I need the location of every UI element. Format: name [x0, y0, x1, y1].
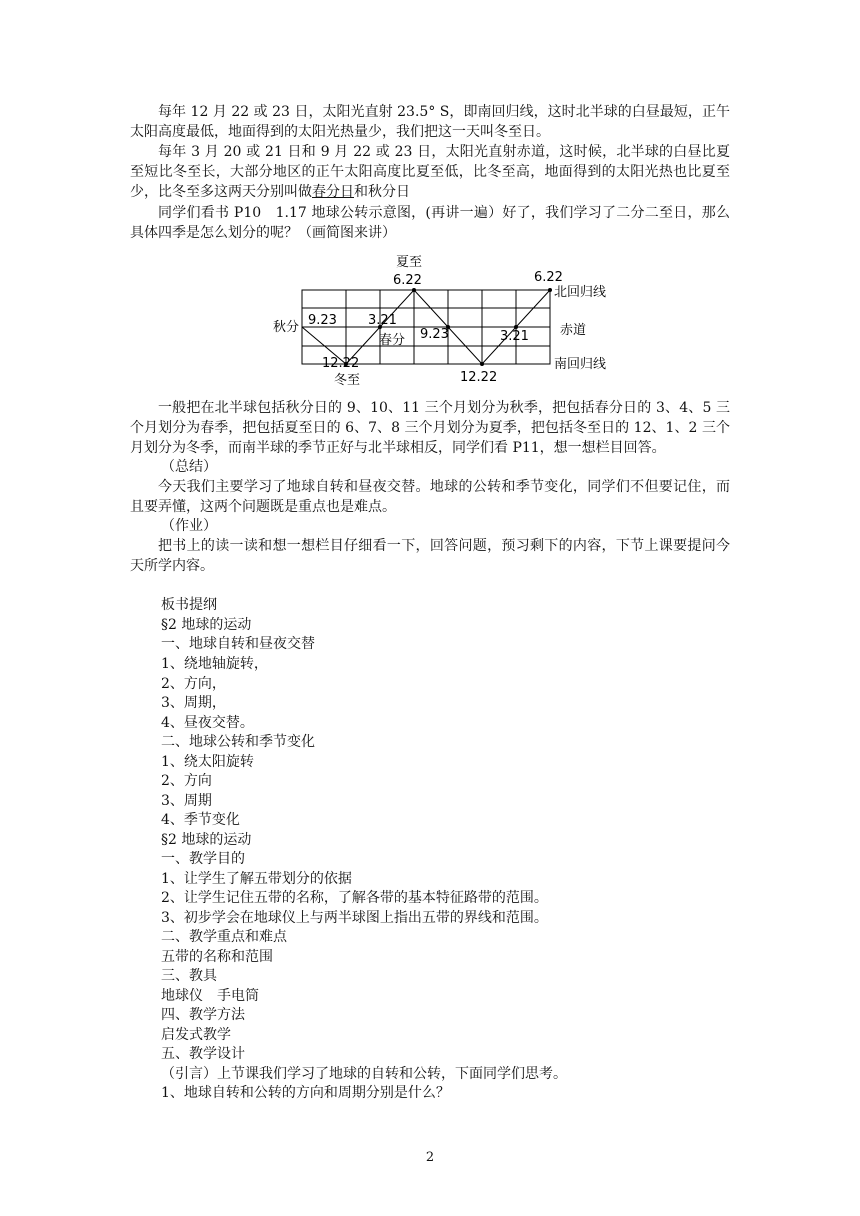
outline-line: 4、昼夜交替。	[161, 715, 254, 731]
label-tropic-of-cancer: 北回归线	[554, 285, 607, 300]
outline-line: 五、教学设计	[161, 1046, 245, 1062]
outline-line: 板书提纲	[161, 597, 217, 613]
outline-line: 二、教学重点和难点	[161, 929, 287, 945]
outline-line: 3、周期	[161, 793, 212, 809]
label-autumn-equinox: 秋分	[273, 320, 300, 335]
outline-line: 2、方向	[161, 773, 212, 789]
paragraph-winter-solstice: 每年 12 月 22 或 23 日，太阳光直射 23.5° S，即南回归线，这时北半球的白昼最短，正午太阳高度最低，地面得到的太阳光热量少，我们把这一天叫冬至日。	[130, 104, 730, 140]
paragraph-seasons: 一般把在北半球包括秋分日的 9、10、11 三个月划分为秋季，把包括春分日的 3、4、5 三个月划分为春季，把包括夏至日的 6、7、8 三个月划分为夏季，把包括冬至日的 12、1、2 三个月划分为冬季，而南半球的季节正好与北半球相反，同学们看 P11，想一想栏目回答。	[130, 400, 730, 456]
outline-line: 2、让学生记住五带的名称，了解各带的基本特征路带的范围。	[161, 890, 548, 906]
label-spring-equinox: 春分	[379, 333, 406, 348]
outline-line: 一、教学目的	[161, 851, 245, 867]
outline-line: （引言）上节课我们学习了地球的自转和公转，下面同学们思考。	[161, 1066, 567, 1082]
outline-line: 1、地球自转和公转的方向和周期分别是什么？	[161, 1085, 450, 1101]
outline-line: §2 地球的运动	[161, 832, 252, 848]
outline-line: 五带的名称和范围	[161, 949, 273, 965]
solar-declination-diagram	[270, 250, 630, 390]
underlined-term: 春分日	[312, 184, 354, 200]
outline-line: 1、绕太阳旋转	[161, 754, 254, 770]
paragraph-equinox-tail: 和秋分日	[354, 184, 410, 200]
outline-line: 地球仪 手电筒	[161, 988, 259, 1004]
label-equator: 赤道	[560, 323, 587, 338]
label-date-spring-1: 3.21	[368, 313, 397, 328]
outline-line: §2 地球的运动	[161, 617, 252, 633]
label-date-autumn-2: 9.23	[420, 327, 449, 342]
label-date-spring-2: 3.21	[500, 329, 529, 344]
paragraph-textbook-ref: 同学们看书 P10 1.17 地球公转示意图，(再讲一遍）好了，我们学习了二分二至日，那么具体四季是怎么划分的呢？（画简图来讲）	[130, 205, 730, 241]
outline-line: 三、教具	[161, 968, 217, 984]
summary-heading: （总结）	[161, 459, 217, 475]
label-date-winter-1: 12.22	[322, 356, 360, 371]
label-date-summer-2: 6.22	[534, 270, 563, 285]
paragraph-summary: 今天我们主要学习了地球自转和昼夜交替。地球的公转和季节变化，同学们不但要记住，而且要弄懂，这两个问题既是重点也是难点。	[130, 479, 730, 515]
label-summer-solstice: 夏至	[396, 255, 423, 270]
paragraph-equinox-text: 每年 3 月 20 或 21 日和 9 月 22 或 23 日，太阳光直射赤道，这时候，北半球的白昼比夏至短比冬至长，大部分地区的正午太阳高度比夏至低，比冬至高，地面得到的太阳光热也比夏至少，比冬至多这两天分别叫做	[130, 144, 730, 200]
label-winter-solstice: 冬至	[334, 373, 361, 388]
outline-line: 3、周期，	[161, 695, 226, 711]
label-date-summer-1: 6.22	[393, 273, 422, 288]
page-number: 2	[425, 1150, 435, 1165]
outline-line: 2、方向，	[161, 676, 226, 692]
outline-line: 二、地球公转和季节变化	[161, 734, 315, 750]
label-tropic-of-capricorn: 南回归线	[554, 357, 607, 372]
outline-line: 一、地球自转和昼夜交替	[161, 636, 315, 652]
outline-line: 1、让学生了解五带划分的依据	[161, 871, 352, 887]
outline-line: 四、教学方法	[161, 1007, 245, 1023]
label-date-autumn-1: 9.23	[308, 313, 337, 328]
paragraph-equinox	[130, 142, 730, 202]
outline-line: 启发式教学	[161, 1027, 231, 1043]
outline-line: 4、季节变化	[161, 812, 240, 828]
label-date-winter-2: 12.22	[460, 370, 498, 385]
paragraph-homework: 把书上的读一读和想一想栏目仔细看一下，回答问题，预习剩下的内容，下节上课要提问今天所学内容。	[130, 538, 730, 574]
outline-line: 3、初步学会在地球仪上与两半球图上指出五带的界线和范围。	[161, 910, 548, 926]
outline-line: 1、绕地轴旋转，	[161, 656, 268, 672]
homework-heading: （作业）	[161, 518, 217, 534]
